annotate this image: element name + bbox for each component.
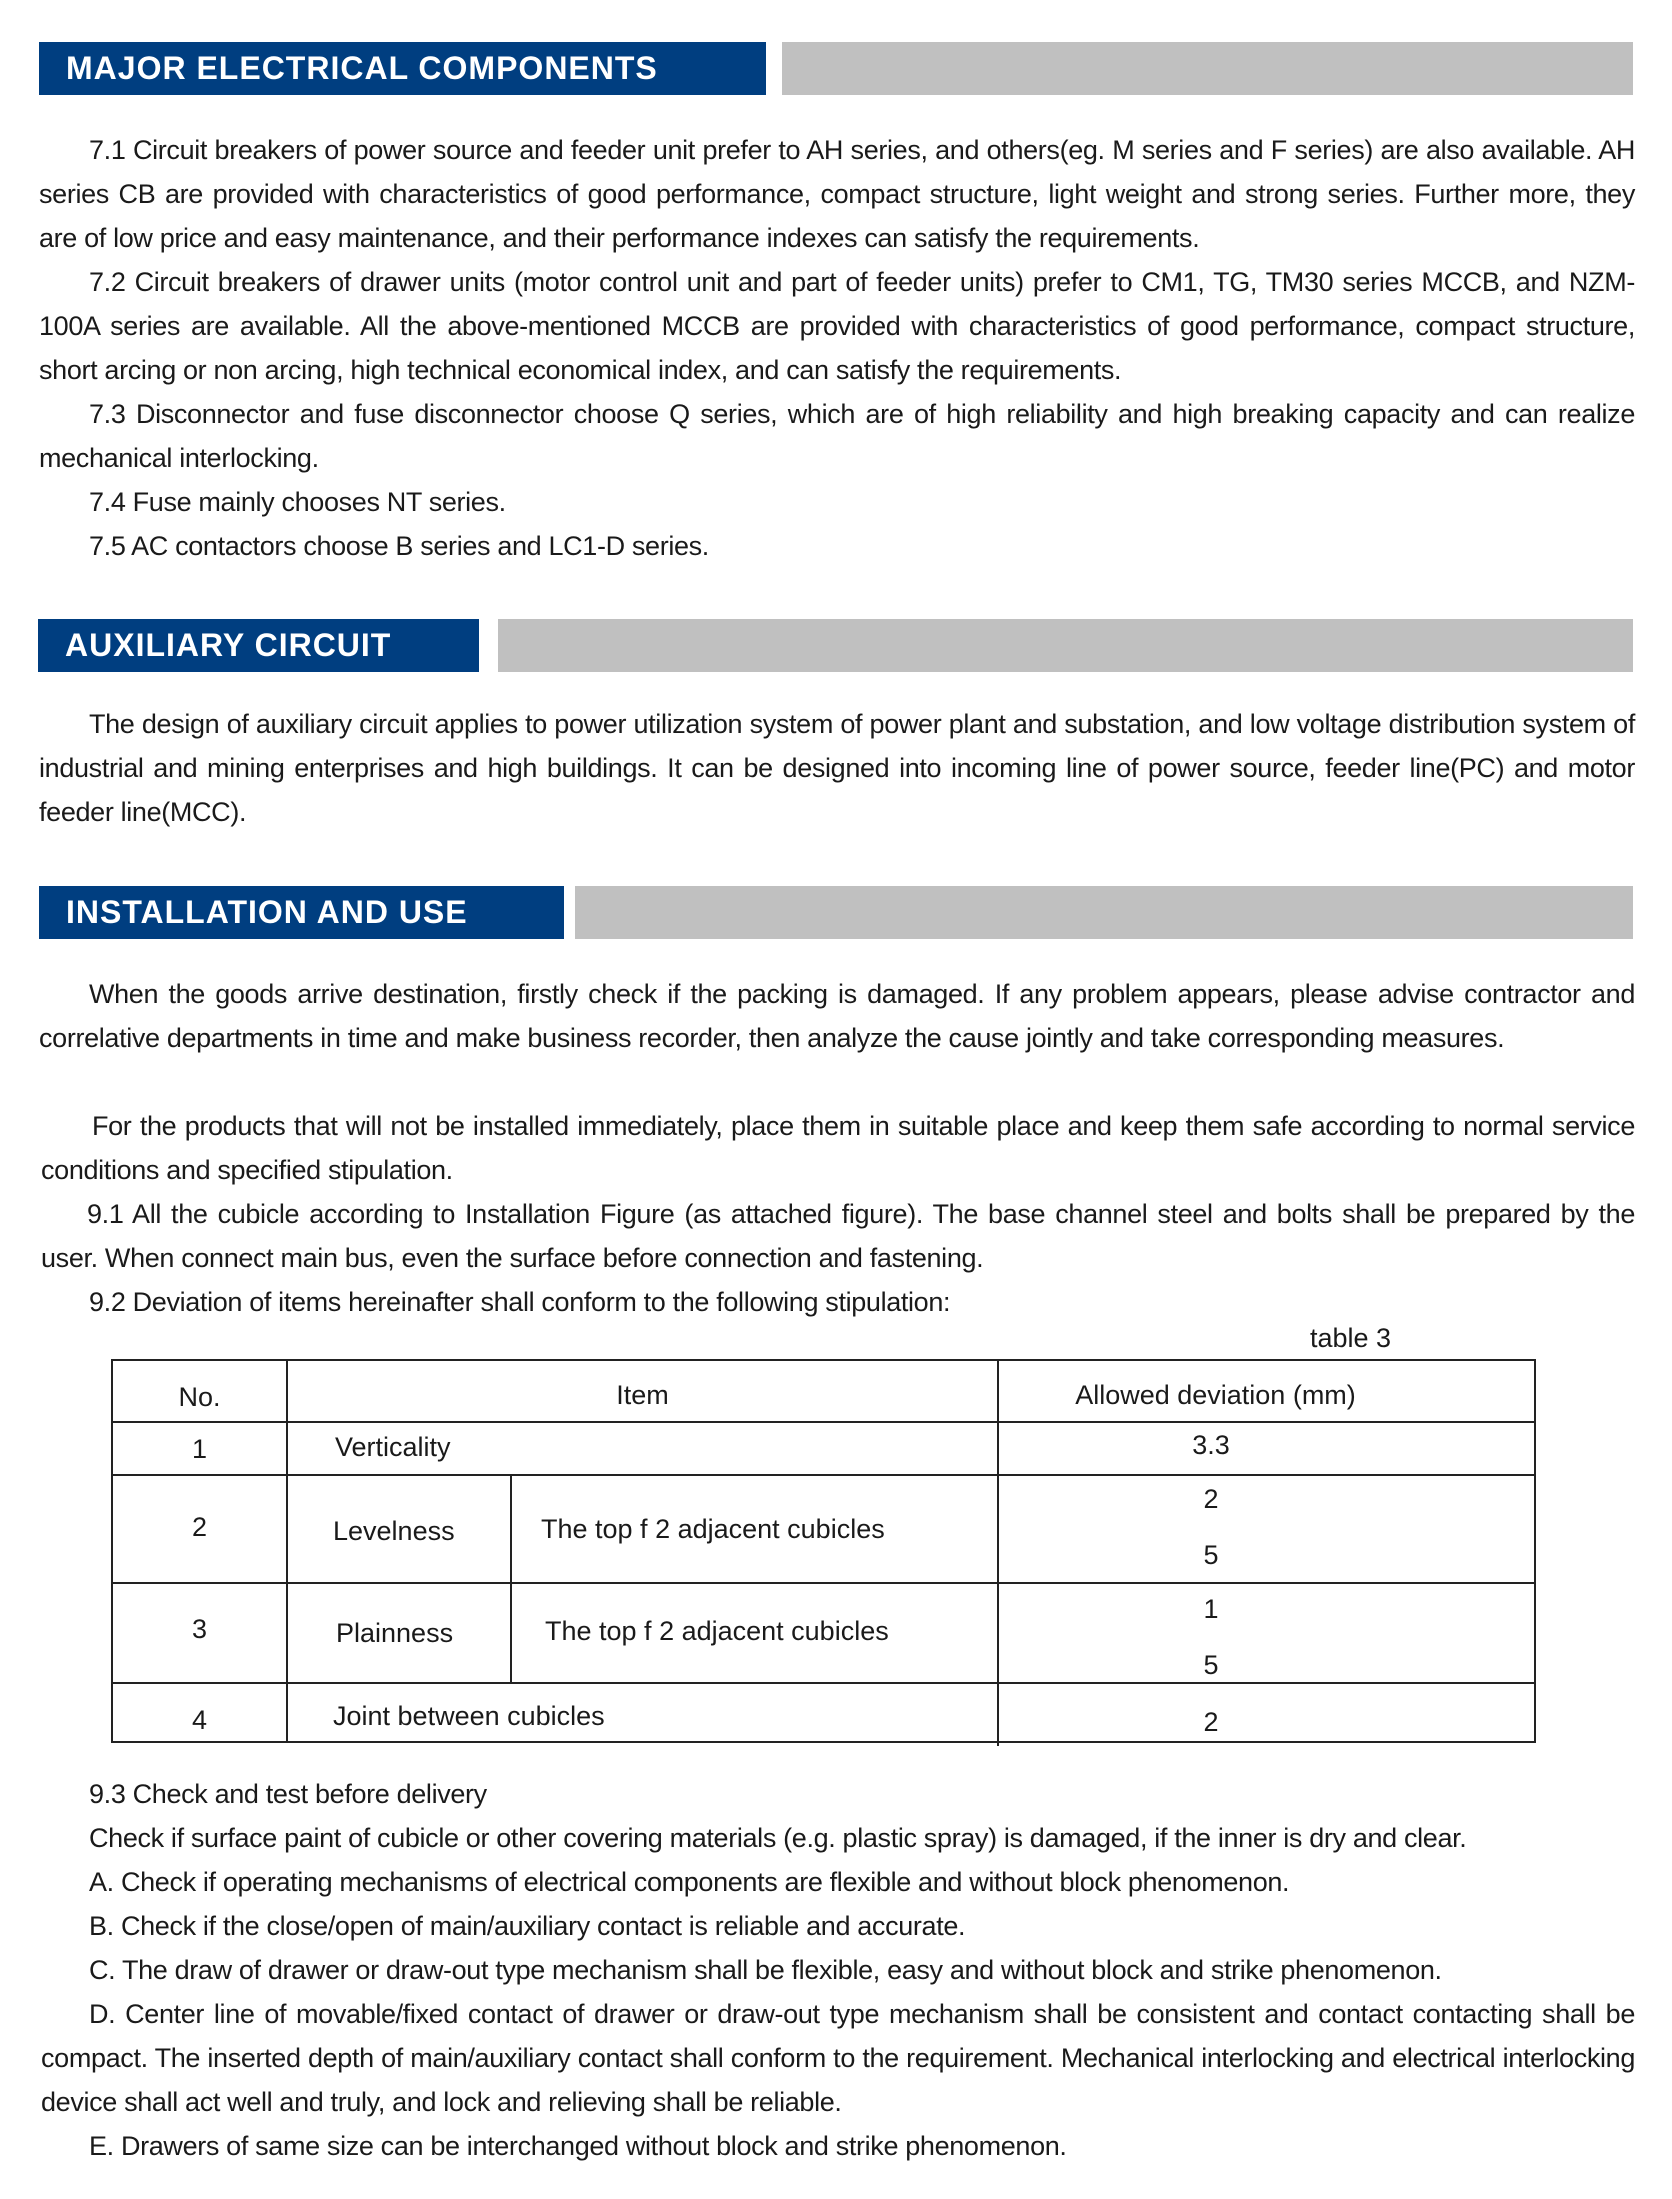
section-header-major-electrical-components [39, 42, 1633, 95]
table-rule [510, 1474, 512, 1682]
section-title: MAJOR ELECTRICAL COMPONENTS [39, 42, 766, 95]
table-cell-no: 2 [191, 1512, 208, 1542]
table-rule [111, 1474, 1536, 1476]
paragraph-7-3: 7.3 Disconnector and fuse disconnector choose Q series, which are of high reliability and high breaking capacity and can realize mechanical interlocking. [39, 399, 1635, 473]
check-item-c: C. The draw of drawer or draw-out type mechanism shall be flexible, easy and without block and strike phenomenon. [89, 1955, 1442, 1985]
check-item-e: E. Drawers of same size can be interchanged without block and strike phenomenon. [89, 2131, 1067, 2161]
table-header-deviation: Allowed deviation (mm) [1075, 1380, 1356, 1410]
paragraph-9-1: 9.1 All the cubicle according to Installation Figure (as attached figure). The base channel steel and bolts shall be prepared by the user. When connect main bus, even the surface before connection and fastening. [41, 1199, 1635, 1273]
checks-heading: 9.3 Check and test before delivery [89, 1779, 487, 1809]
section-header-auxiliary-circuit [38, 619, 1633, 672]
table-cell-deviation: 2 [1203, 1484, 1219, 1514]
paragraph-9-2: 9.2 Deviation of items hereinafter shall conform to the following stipulation: [89, 1287, 951, 1317]
table-cell-no: 3 [191, 1614, 208, 1644]
check-item-d: D. Center line of movable/fixed contact of drawer or draw-out type mechanism shall be consistent and contact contacting shall be compact. The inserted depth of main/auxiliary contact shall conform to the requirement. Mechanical interlocking and electrical interlocking device shall act well and truly, and lock and relieving shall be reliable. [41, 1999, 1635, 2117]
paragraph-7-1: 7.1 Circuit breakers of power source and feeder unit prefer to AH series, and others(eg. M series and F series) are also available. AH series CB are provided with characteristics of good performance, compact structure, light weight and strong series. Further more, they are of low price and easy maintenance, and their performance indexes can satisfy the requirements. [39, 135, 1635, 253]
section-title: AUXILIARY CIRCUIT [38, 619, 479, 672]
table-cell-item: Joint between cubicles [333, 1701, 605, 1731]
table-cell-no: 4 [191, 1705, 208, 1735]
section-header-installation-and-use [39, 886, 1633, 939]
table-cell-no: 1 [191, 1434, 208, 1464]
table-rule [111, 1741, 1536, 1743]
table-rule [111, 1359, 113, 1743]
table-cell-deviation: 3.3 [1192, 1430, 1230, 1460]
paragraph-7-4: 7.4 Fuse mainly chooses NT series. [89, 487, 506, 517]
table-cell-deviation: 2 [1203, 1707, 1219, 1737]
table-rule [1534, 1359, 1536, 1743]
table-cell-sub-item: The top f 2 adjacent cubicles [541, 1514, 885, 1544]
section-header-bar [498, 619, 1633, 672]
section-header-bar [575, 886, 1633, 939]
table-rule [111, 1682, 1536, 1684]
table-cell-sub-item: The top f 2 adjacent cubicles [545, 1616, 889, 1646]
table-rule [111, 1421, 1536, 1423]
paragraph-arrival-check: When the goods arrive destination, firstly check if the packing is damaged. If any problem appears, please advise contractor and correlative departments in time and make business recorder, then analyze the cause jointly and take corresponding measures. [39, 979, 1635, 1053]
table-rule [111, 1582, 1536, 1584]
table-header-item: Item [616, 1380, 669, 1410]
check-item-a: A. Check if operating mechanisms of electrical components are flexible and without block phenomenon. [89, 1867, 1290, 1897]
table-header-no: No. [178, 1382, 221, 1412]
section-header-bar [782, 42, 1633, 95]
paragraph-7-2: 7.2 Circuit breakers of drawer units (motor control unit and part of feeder units) prefer to CM1, TG, TM30 series MCCB, and NZM-100A series are available. All the above-mentioned MCCB are provided with characteristics of good performance, compact structure, short arcing or non arcing, high technical economical index, and can satisfy the requirements. [39, 267, 1635, 385]
table-rule [286, 1359, 288, 1743]
check-item-b: B. Check if the close/open of main/auxiliary contact is reliable and accurate. [89, 1911, 966, 1941]
paragraph-storage: For the products that will not be installed immediately, place them in suitable place and keep them safe according to normal service conditions and specified stipulation. [41, 1111, 1635, 1185]
paragraph-7-5: 7.5 AC contactors choose B series and LC1-D series. [89, 531, 709, 561]
table-cell-deviation: 5 [1203, 1540, 1219, 1570]
deviation-table [111, 1359, 1536, 1740]
table-cell-item: Levelness [333, 1516, 455, 1546]
table-cell-item: Verticality [335, 1432, 451, 1462]
paragraph-auxiliary-circuit: The design of auxiliary circuit applies to power utilization system of power plant and substation, and low voltage distribution system of industrial and mining enterprises and high buildings. It can be designed into incoming line of power source, feeder line(PC) and motor feeder line(MCC). [39, 709, 1635, 827]
table-rule [111, 1359, 1536, 1361]
table-cell-deviation: 5 [1203, 1650, 1219, 1680]
table-cell-item: Plainness [336, 1618, 454, 1648]
checks-intro: Check if surface paint of cubicle or other covering materials (e.g. plastic spray) is damaged, if the inner is dry and clear. [89, 1823, 1467, 1853]
table-cell-deviation: 1 [1203, 1594, 1219, 1624]
section-title: INSTALLATION AND USE [39, 886, 564, 939]
table-caption: table 3 [1310, 1323, 1392, 1353]
